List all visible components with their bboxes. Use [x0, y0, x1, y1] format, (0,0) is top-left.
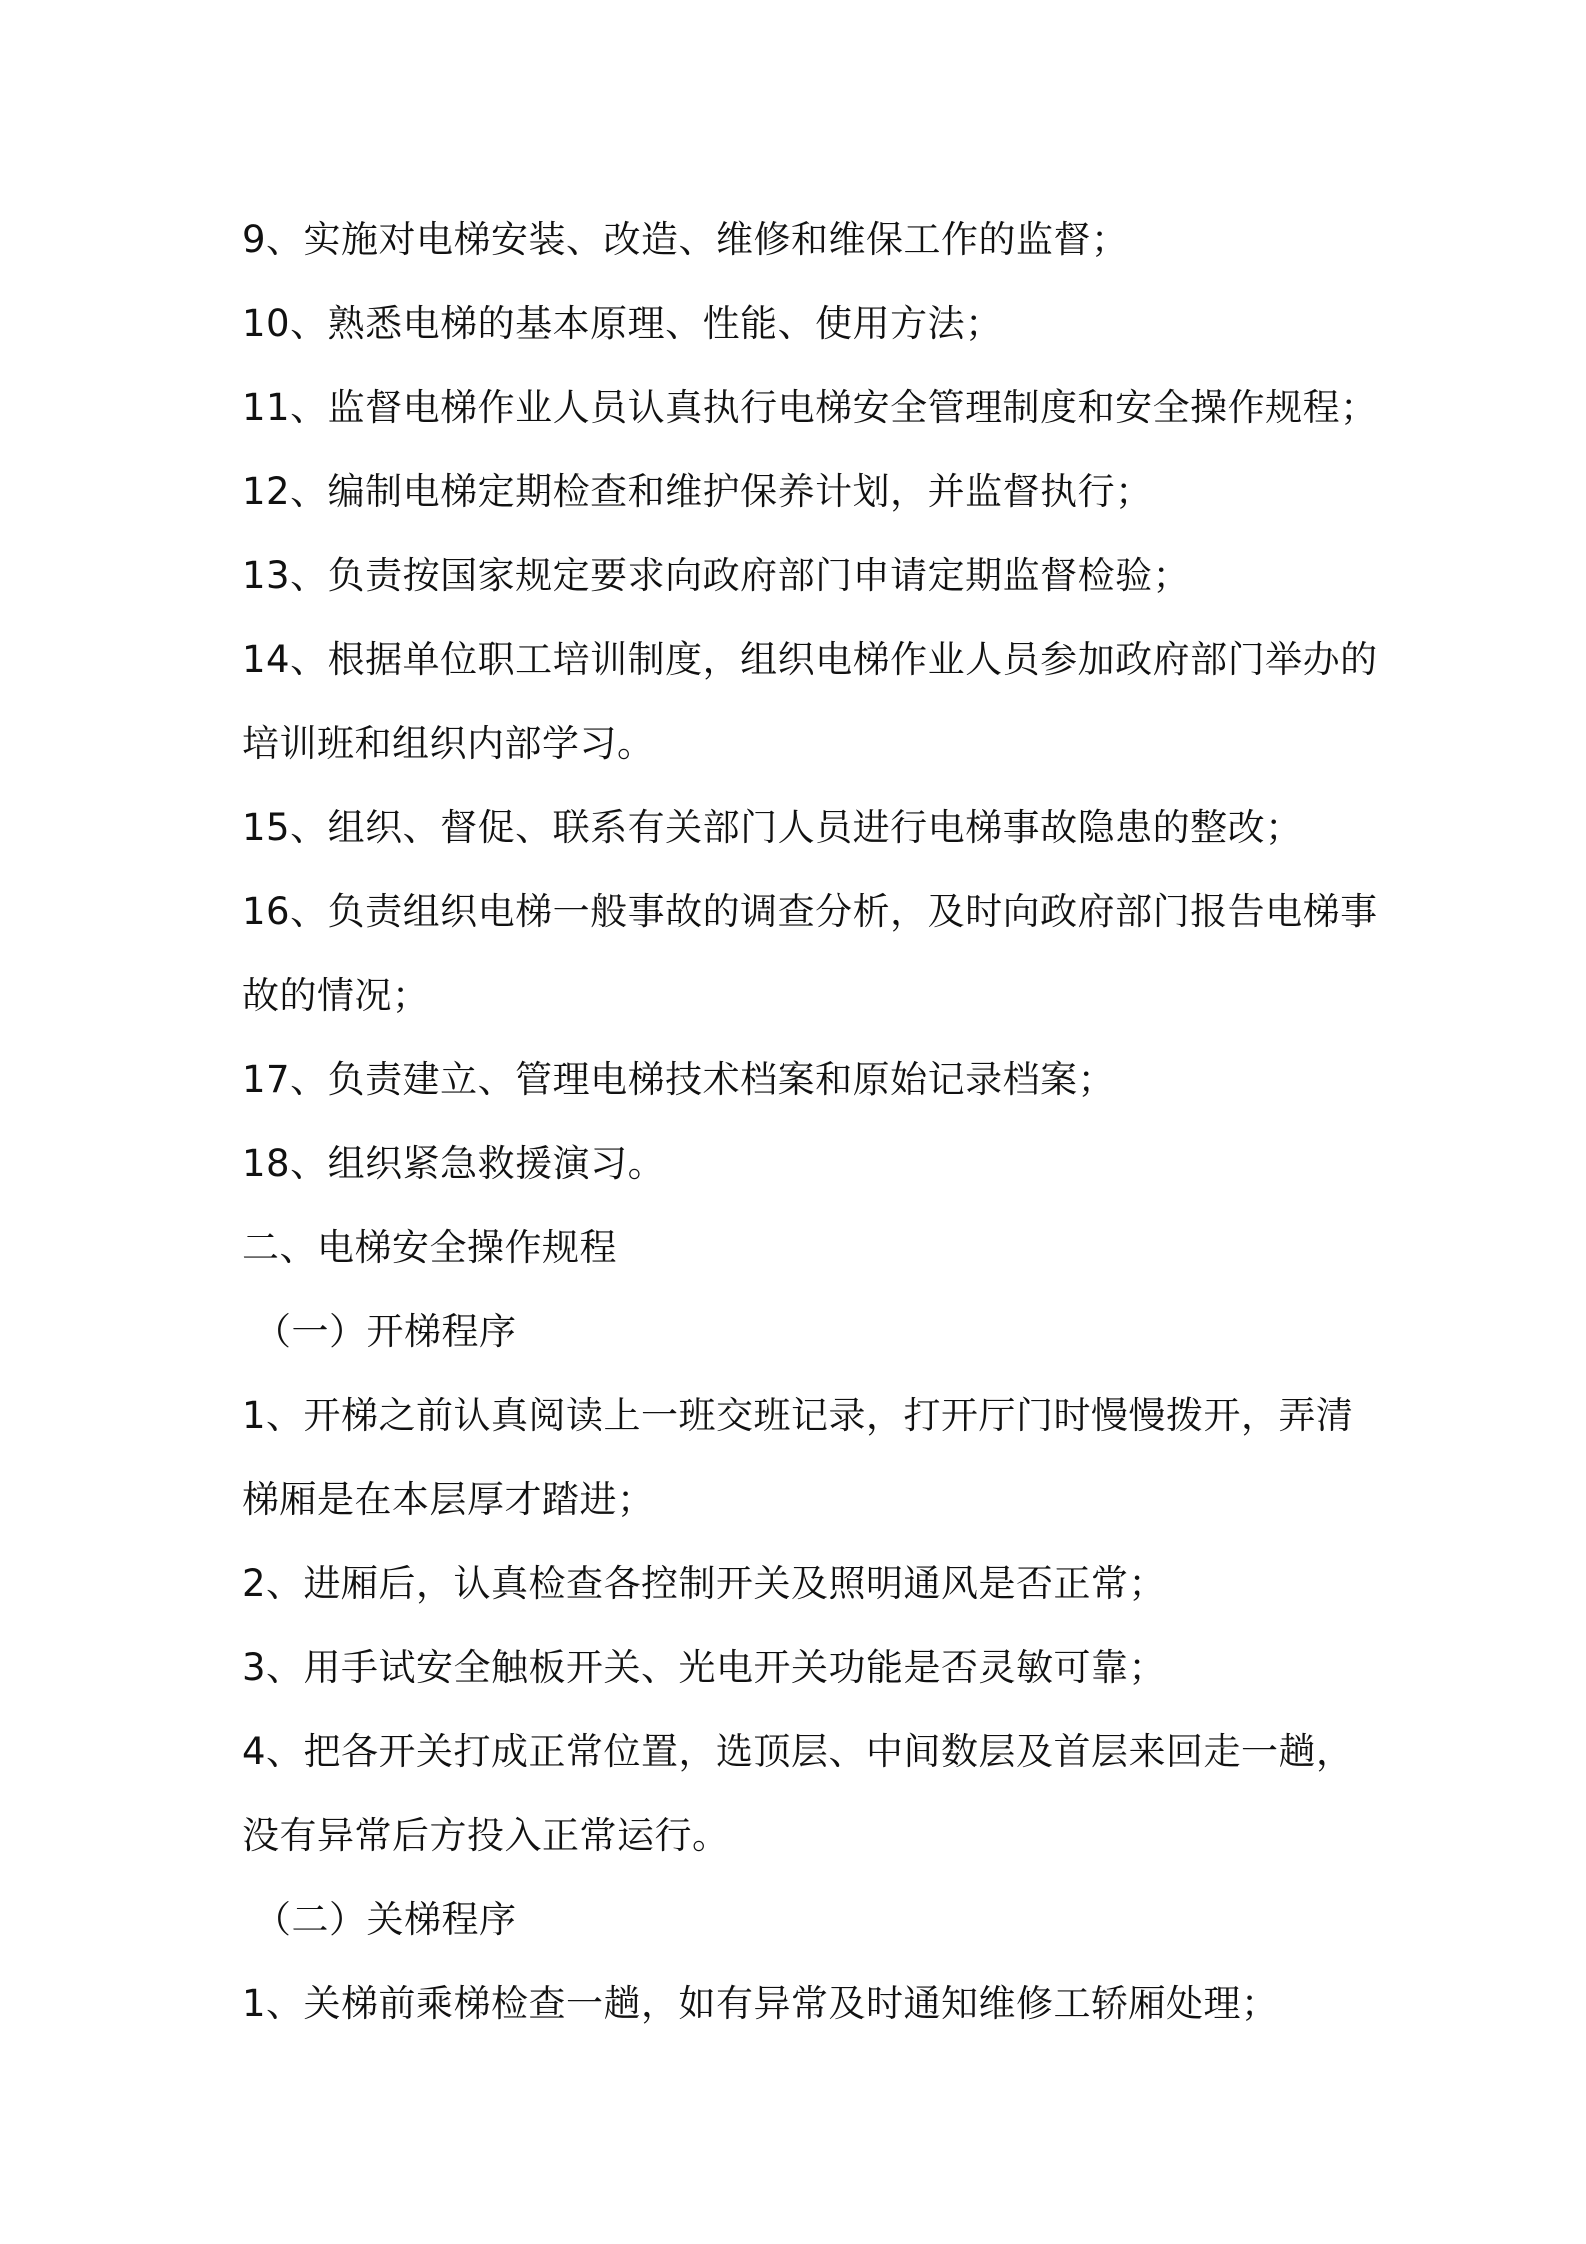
- text-line-item-13: 13、负责按国家规定要求向政府部门申请定期监督检验；: [242, 554, 1191, 597]
- text-line-start-step-1: 1、开梯之前认真阅读上一班交班记录，打开厅门时慢慢拨开，弄清: [242, 1394, 1354, 1437]
- document-body: [242, 198, 1378, 2046]
- text-line-item-10: 10、熟悉电梯的基本原理、性能、使用方法；: [242, 302, 1003, 345]
- text-line-item-11: 11、监督电梯作业人员认真执行电梯安全管理制度和安全操作规程；: [242, 386, 1378, 429]
- text-line-start-step-4: 4、把各开关打成正常位置，选顶层、中间数层及首层来回走一趟，: [242, 1730, 1354, 1773]
- text-line-item-14: 14、根据单位职工培训制度，组织电梯作业人员参加政府部门举办的: [242, 638, 1378, 681]
- text-line-start-step-4-cont: 没有异常后方投入正常运行。: [242, 1814, 730, 1857]
- text-line-item-9: 9、实施对电梯安装、改造、维修和维保工作的监督；: [242, 218, 1129, 261]
- text-line-item-17: 17、负责建立、管理电梯技术档案和原始记录档案；: [242, 1058, 1116, 1101]
- text-line-item-16-cont: 故的情况；: [242, 974, 430, 1017]
- text-line-item-12: 12、编制电梯定期检查和维护保养计划，并监督执行；: [242, 470, 1153, 513]
- text-line-item-15: 15、组织、督促、联系有关部门人员进行电梯事故隐患的整改；: [242, 806, 1303, 849]
- text-line-start-step-1-cont: 梯厢是在本层厚才踏进；: [242, 1478, 655, 1521]
- text-line-stop-step-1: 1、关梯前乘梯检查一趟，如有异常及时通知维修工轿厢处理；: [242, 1982, 1279, 2025]
- section-heading-operation-rules: 二、电梯安全操作规程: [242, 1226, 617, 1269]
- text-line-item-14-cont: 培训班和组织内部学习。: [242, 722, 655, 765]
- text-line-item-18: 18、组织紧急救援演习。: [242, 1142, 666, 1185]
- subsection-heading-start-procedure: （一）开梯程序: [254, 1310, 517, 1353]
- text-line-item-16: 16、负责组织电梯一般事故的调查分析，及时向政府部门报告电梯事: [242, 890, 1378, 933]
- subsection-heading-stop-procedure: （二）关梯程序: [254, 1898, 517, 1941]
- text-line-start-step-2: 2、进厢后，认真检查各控制开关及照明通风是否正常；: [242, 1562, 1167, 1605]
- text-line-start-step-3: 3、用手试安全触板开关、光电开关功能是否灵敏可靠；: [242, 1646, 1167, 1689]
